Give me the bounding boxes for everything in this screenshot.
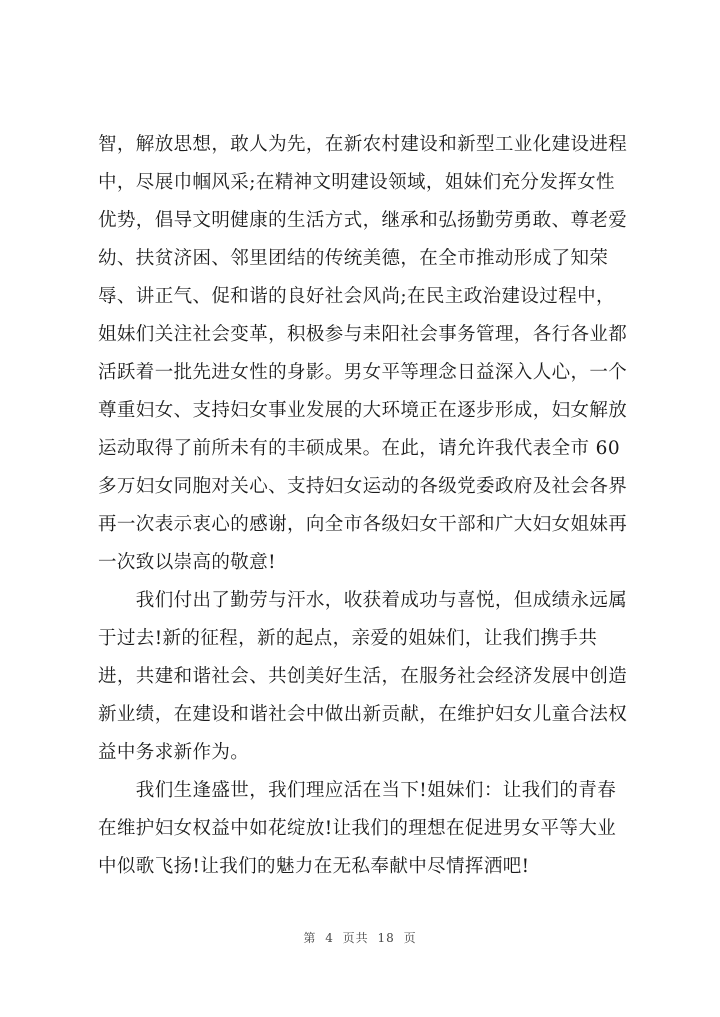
text-line: 一次致以崇高的敬意! <box>98 552 276 573</box>
text-line: 运动取得了前所未有的丰硕成果。在此，请允许我代表全市 60 <box>98 438 621 459</box>
text-line: 活跃着一批先进女性的身影。男女平等理念日益深入人心，一个 <box>98 362 628 383</box>
text-line: 于过去!新的征程，新的起点，亲爱的姐妹们，让我们携手共 <box>98 628 598 649</box>
text-line: 中似歌飞扬!让我们的魅力在无私奉献中尽情挥洒吧! <box>98 856 530 877</box>
text-line: 我们生逢盛世，我们理应活在当下!姐妹们：让我们的青春 <box>98 780 617 801</box>
footer-mid: 页共 <box>342 931 369 945</box>
text-line: 中，尽展巾帼风采;在精神文明建设领域，姐妹们充分发挥女性 <box>98 172 615 193</box>
page-footer <box>0 929 720 946</box>
text-line: 在维护妇女权益中如花绽放!让我们的理想在促进男女平等大业 <box>98 818 617 839</box>
text-line: 益中务求新作为。 <box>98 742 250 763</box>
text-line: 优势，倡导文明健康的生活方式，继承和弘扬勤劳勇敢、尊老爱 <box>98 210 628 231</box>
text-line: 辱、讲正气、促和谐的良好社会风尚;在民主政治建设过程中， <box>98 286 615 307</box>
text-line: 再一次表示衷心的感谢，向全市各级妇女干部和广大妇女姐妹再 <box>98 514 628 535</box>
text-line: 幼、扶贫济困、邻里团结的传统美德，在全市推动形成了知荣 <box>98 248 609 269</box>
text-line: 尊重妇女、支持妇女事业发展的大环境正在逐步形成，妇女解放 <box>98 400 628 421</box>
total-pages-number: 18 <box>377 931 395 945</box>
text-line: 我们付出了勤劳与汗水，收获着成功与喜悦，但成绩永远属 <box>98 590 628 611</box>
text-line: 新业绩，在建设和谐社会中做出新贡献，在维护妇女儿童合法权 <box>98 704 628 725</box>
text-line: 进，共建和谐社会、共创美好生活，在服务社会经济发展中创造 <box>98 666 628 687</box>
text-line: 智，解放思想，敢人为先，在新农村建设和新型工业化建设进程 <box>98 134 628 155</box>
current-page-number: 4 <box>325 931 334 945</box>
text-line: 多万妇女同胞对关心、支持妇女运动的各级党委政府及社会各界 <box>98 476 628 497</box>
footer-prefix: 第 <box>303 931 317 945</box>
footer-suffix: 页 <box>403 931 417 945</box>
text-line: 姐妹们关注社会变革，积极参与耒阳社会事务管理，各行各业都 <box>98 324 628 345</box>
